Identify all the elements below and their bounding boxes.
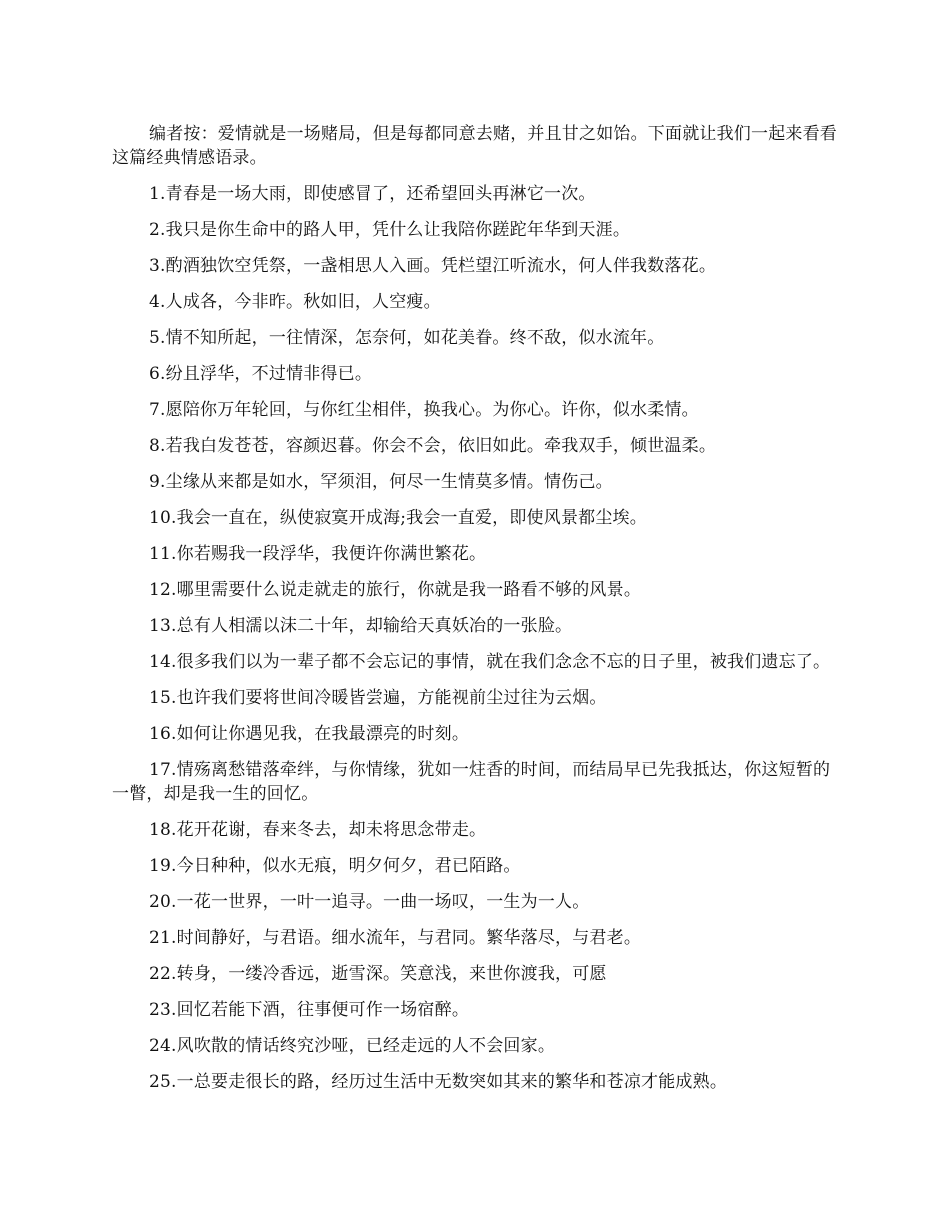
quote-2: 2.我只是你生命中的路人甲，凭什么让我陪你蹉跎年华到天涯。	[149, 220, 631, 240]
quote-16: 16.如何让你遇见我，在我最漂亮的时刻。	[149, 724, 470, 744]
quote-21: 21.时间静好，与君语。细水流年，与君同。繁华落尽，与君老。	[149, 928, 642, 948]
quote-20: 20.一花一世界，一叶一追寻。一曲一场叹，一生为一人。	[149, 892, 590, 912]
quote-9: 9.尘缘从来都是如水，罕须泪，何尽一生情莫多情。情伤己。	[149, 472, 613, 492]
quote-22: 22.转身，一缕冷香远，逝雪深。笑意浅，来世你渡我，可愿	[149, 964, 607, 984]
quote-23: 23.回忆若能下酒，往事便可作一场宿醉。	[149, 1000, 470, 1020]
quote-17: 17.情殇离愁错落牵绊，与你情缘，犹如一炷香的时间，而结局早已先我抵达，你这短暂的一瞥，却是我一生的回忆。	[112, 760, 831, 804]
quote-4: 4.人成各，今非昨。秋如旧，人空瘦。	[149, 292, 441, 312]
quote-7: 7.愿陪你万年轮回，与你红尘相伴，换我心。为你心。许你，似水柔情。	[149, 400, 699, 420]
quote-11: 11.你若赐我一段浮华，我便许你满世繁花。	[149, 544, 487, 564]
quote-15: 15.也许我们要将世间冷暖皆尝遍，方能视前尘过往为云烟。	[149, 688, 607, 708]
quote-19: 19.今日种种，似水无痕，明夕何夕，君已陌路。	[149, 856, 521, 876]
quote-24: 24.风吹散的情话终究沙哑，已经走远的人不会回家。	[149, 1036, 556, 1056]
quote-14: 14.很多我们以为一辈子都不会忘记的事情，就在我们念念不忘的日子里，被我们遗忘了。	[149, 652, 831, 672]
quote-5: 5.情不知所起，一往情深，怎奈何，如花美眷。终不敌，似水流年。	[149, 328, 665, 348]
quote-25: 25.一总要走很长的路，经历过生活中无数突如其来的繁华和苍凉才能成熟。	[149, 1072, 728, 1092]
quote-8: 8.若我白发苍苍，容颜迟暮。你会不会，依旧如此。牵我双手，倾世温柔。	[149, 436, 717, 456]
quote-10: 10.我会一直在，纵使寂寞开成海;我会一直爱，即使风景都尘埃。	[149, 508, 647, 528]
document-body	[112, 122, 840, 1106]
editor-note: 编者按：爱情就是一场赌局，但是每都同意去赌，并且甘之如饴。下面就让我们一起来看看这篇经典情感语录。	[112, 124, 837, 168]
quote-6: 6.纷且浮华，不过情非得已。	[149, 364, 373, 384]
quote-18: 18.花开花谢，春来冬去，却未将思念带走。	[149, 820, 487, 840]
quote-1: 1.青春是一场大雨，即使感冒了，还希望回头再淋它一次。	[149, 184, 596, 204]
quote-13: 13.总有人相濡以沫二十年，却输给天真妖冶的一张脸。	[149, 616, 573, 636]
quote-3: 3.酌酒独饮空凭祭，一盏相思人入画。凭栏望江听流水，何人伴我数落花。	[149, 256, 717, 276]
quote-12: 12.哪里需要什么说走就走的旅行，你就是我一路看不够的风景。	[149, 580, 642, 600]
